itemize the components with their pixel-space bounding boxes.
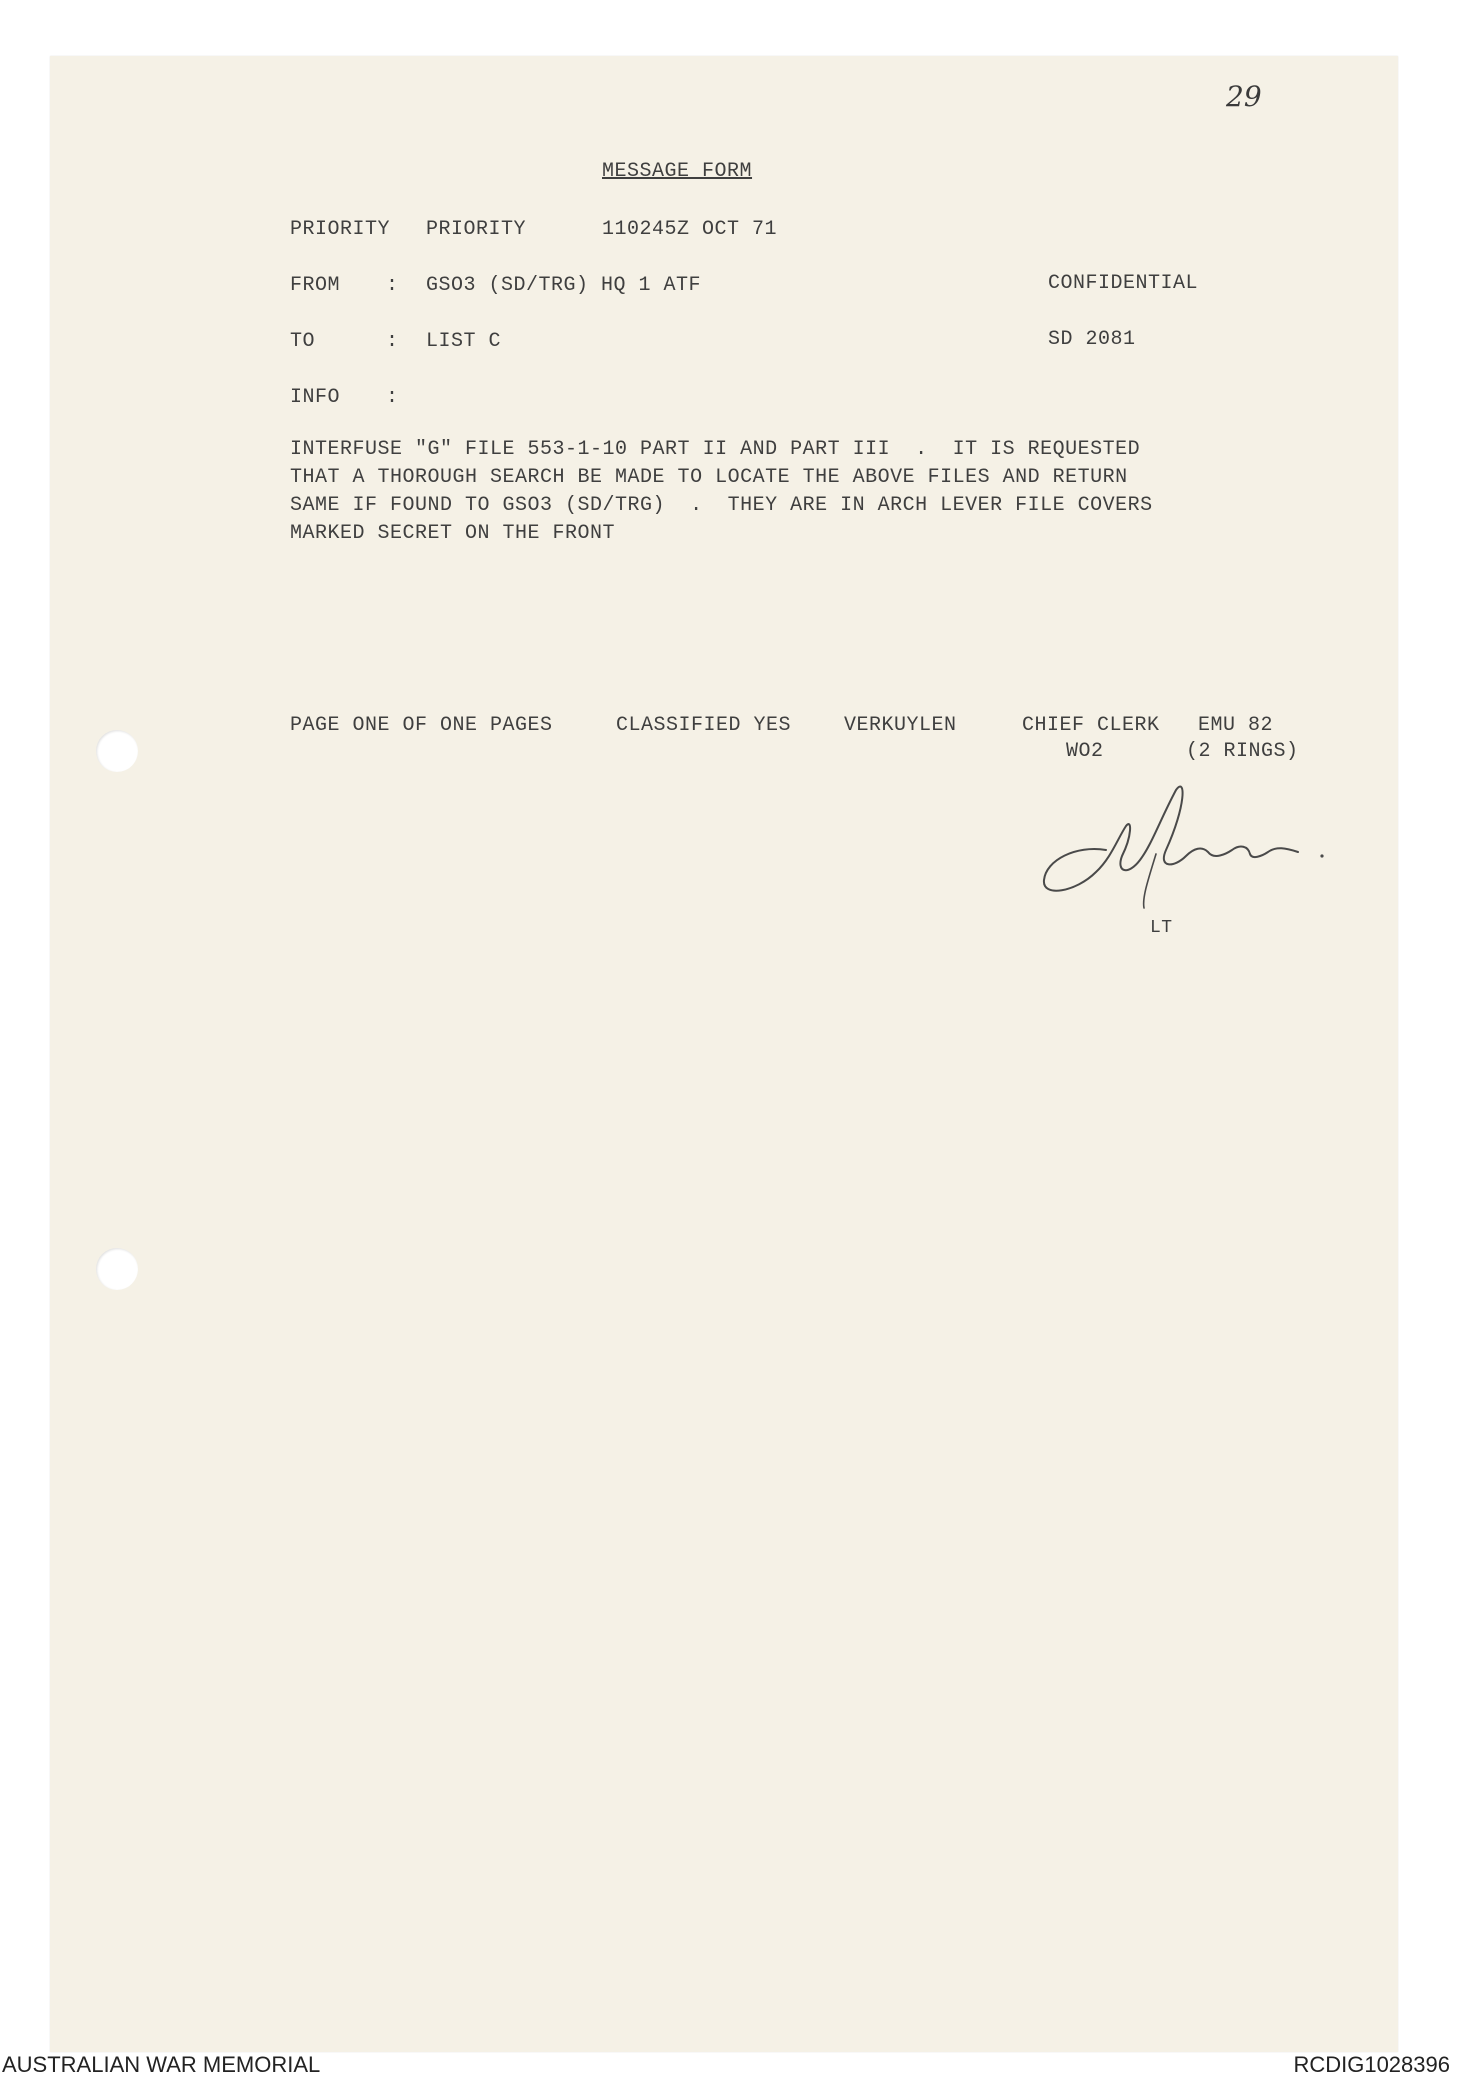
sender-name: VERKUYLEN	[844, 714, 957, 737]
body-line: THAT A THOROUGH SEARCH BE MADE TO LOCATE THE ABOVE FILES AND RETURN	[290, 466, 1128, 489]
rings-note: (2 RINGS)	[1186, 740, 1299, 763]
to-colon: :	[386, 330, 399, 353]
sender-position: CHIEF CLERK	[1022, 714, 1160, 737]
signature-rank: LT	[1150, 918, 1173, 938]
punch-hole-bottom	[96, 1248, 138, 1290]
handwritten-signature	[1036, 780, 1336, 910]
from-value: GSO3 (SD/TRG) HQ 1 ATF	[426, 274, 702, 297]
body-line: INTERFUSE "G" FILE 553-1-10 PART II AND PART III . IT IS REQUESTED	[290, 438, 1141, 461]
sender-rank: WO2	[1066, 740, 1104, 763]
priority-label: PRIORITY	[290, 218, 391, 241]
punch-hole-top	[96, 730, 138, 772]
reference-number: SD 2081	[1048, 328, 1136, 351]
body-line: SAME IF FOUND TO GSO3 (SD/TRG) . THEY ARE IN ARCH LEVER FILE COVERS	[290, 494, 1153, 517]
body-line: MARKED SECRET ON THE FRONT	[290, 522, 616, 545]
from-label: FROM	[290, 274, 341, 297]
from-colon: :	[386, 274, 399, 297]
classified-flag: CLASSIFIED YES	[616, 714, 792, 737]
form-title: MESSAGE FORM	[602, 160, 753, 183]
handwritten-page-number: 29	[1226, 80, 1262, 113]
document-page	[50, 56, 1398, 2052]
sender-extension: EMU 82	[1198, 714, 1274, 737]
to-label: TO	[290, 330, 316, 353]
to-value: LIST C	[426, 330, 502, 353]
footer-institution: AUSTRALIAN WAR MEMORIAL	[2, 2052, 321, 2077]
info-colon: :	[386, 386, 399, 409]
info-label: INFO	[290, 386, 341, 409]
footer-record-id: RCDIG1028396	[1293, 2052, 1450, 2077]
date-time-group: 110245Z OCT 71	[602, 218, 778, 241]
page-count: PAGE ONE OF ONE PAGES	[290, 714, 553, 737]
priority-value: PRIORITY	[426, 218, 527, 241]
classification: CONFIDENTIAL	[1048, 272, 1199, 295]
